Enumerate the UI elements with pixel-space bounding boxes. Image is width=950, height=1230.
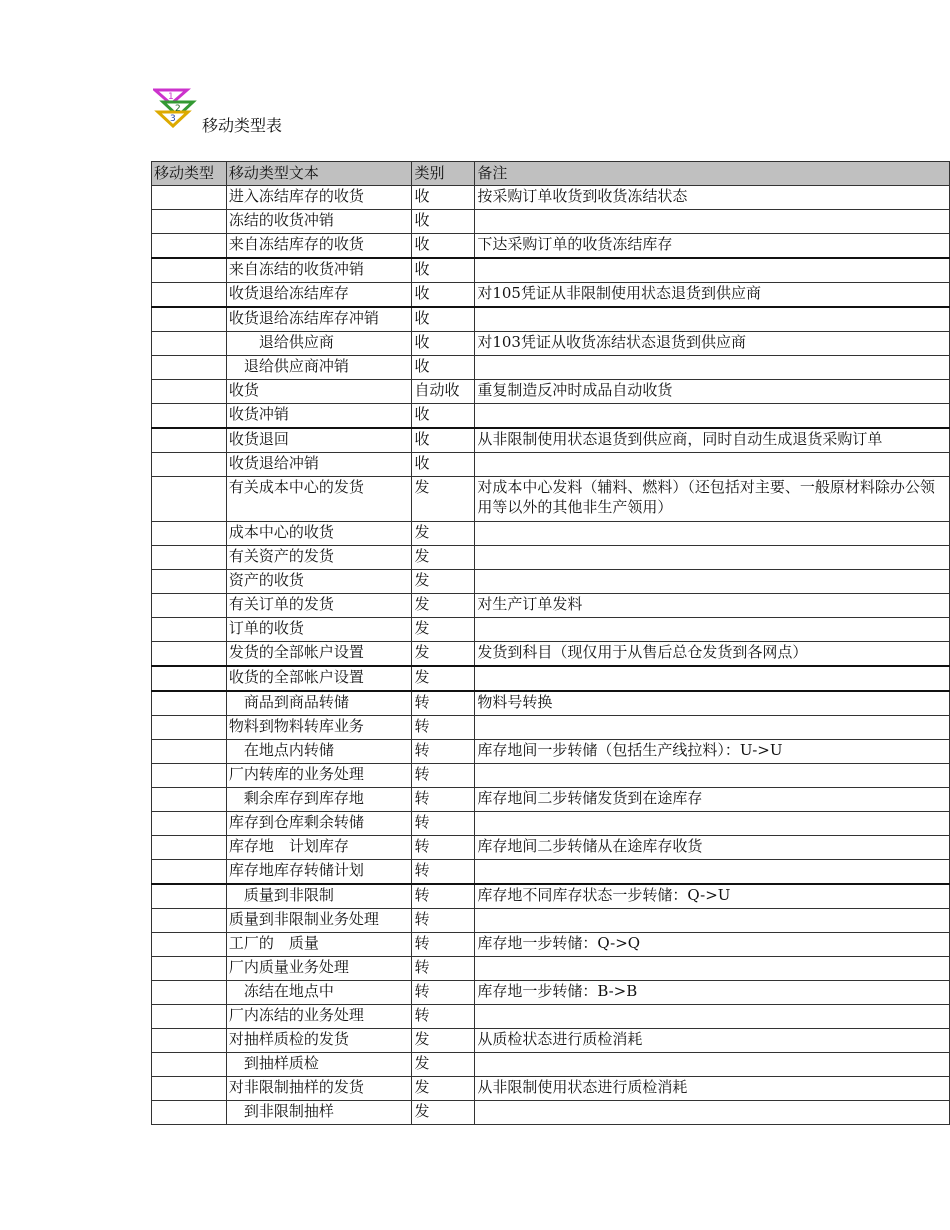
table-row [152, 618, 950, 642]
category-cell: 转 [412, 716, 475, 740]
movement-type-text-cell: 库存地库存转储计划 [226, 860, 412, 885]
remark-cell [475, 1005, 950, 1029]
movement-type-text-cell: 厂内转库的业务处理 [226, 764, 412, 788]
category-cell: 收 [412, 404, 475, 429]
movement-type-cell [152, 307, 227, 332]
remark-cell: 对105凭证从非限制使用状态退货到供应商 [475, 283, 950, 308]
movement-type-text-cell: 退给供应商冲销 [226, 356, 412, 380]
table-row [152, 1077, 950, 1101]
category-cell: 转 [412, 981, 475, 1005]
remark-cell [475, 764, 950, 788]
movement-type-cell [152, 812, 227, 836]
remark-cell [475, 258, 950, 283]
remark-cell [475, 860, 950, 885]
remark-cell [475, 546, 950, 570]
movement-type-cell [152, 258, 227, 283]
movement-type-text-cell: 工厂的 质量 [226, 933, 412, 957]
category-cell: 转 [412, 691, 475, 716]
table-row [152, 332, 950, 356]
movement-type-cell [152, 453, 227, 477]
movement-type-cell [152, 836, 227, 860]
category-cell: 转 [412, 812, 475, 836]
remark-cell: 库存地间一步转储（包括生产线拉料）：U->U [475, 740, 950, 764]
header-remark: 备注 [475, 162, 950, 186]
remark-cell [475, 570, 950, 594]
category-cell: 转 [412, 836, 475, 860]
table-row [152, 283, 950, 308]
remark-cell [475, 522, 950, 546]
movement-type-cell [152, 404, 227, 429]
movement-type-text-cell: 物料到物料转库业务 [226, 716, 412, 740]
category-cell: 转 [412, 860, 475, 885]
category-cell: 转 [412, 764, 475, 788]
table-body [152, 186, 950, 1125]
remark-cell [475, 909, 950, 933]
category-cell: 收 [412, 234, 475, 259]
category-cell: 发 [412, 1077, 475, 1101]
movement-type-text-cell: 收货退给冻结库存冲销 [226, 307, 412, 332]
movement-type-cell [152, 594, 227, 618]
table-row [152, 258, 950, 283]
remark-cell: 库存地一步转储：B->B [475, 981, 950, 1005]
table-row [152, 404, 950, 429]
table-row [152, 981, 950, 1005]
movement-type-cell [152, 1005, 227, 1029]
movement-type-cell [152, 957, 227, 981]
table-row [152, 836, 950, 860]
movement-type-text-cell: 有关资产的发货 [226, 546, 412, 570]
movement-type-cell [152, 884, 227, 909]
movement-type-text-cell: 到非限制抽样 [226, 1101, 412, 1125]
movement-type-text-cell: 资产的收货 [226, 570, 412, 594]
movement-type-text-cell: 对抽样质检的发货 [226, 1029, 412, 1053]
category-cell: 转 [412, 933, 475, 957]
movement-type-cell [152, 909, 227, 933]
table-header-row [152, 162, 950, 186]
header-movement-type: 移动类型 [152, 162, 227, 186]
movement-type-cell [152, 860, 227, 885]
movement-type-text-cell: 来自冻结的收货冲销 [226, 258, 412, 283]
remark-cell [475, 716, 950, 740]
movement-type-cell [152, 1077, 227, 1101]
movement-type-cell [152, 546, 227, 570]
remark-cell [475, 1101, 950, 1125]
movement-type-cell [152, 477, 227, 522]
category-cell: 发 [412, 594, 475, 618]
movement-type-cell [152, 1053, 227, 1077]
category-cell: 收 [412, 258, 475, 283]
movement-type-text-cell: 收货的全部帐户设置 [226, 666, 412, 691]
movement-type-text-cell: 收货退回 [226, 428, 412, 453]
movement-type-text-cell: 质量到非限制业务处理 [226, 909, 412, 933]
movement-type-text-cell: 收货退给冻结库存 [226, 283, 412, 308]
category-cell: 发 [412, 522, 475, 546]
table-row [152, 210, 950, 234]
category-cell: 收 [412, 283, 475, 308]
movement-type-cell [152, 981, 227, 1005]
movement-type-text-cell: 来自冻结库存的收货 [226, 234, 412, 259]
category-cell: 转 [412, 909, 475, 933]
table-row [152, 1053, 950, 1077]
category-cell: 收 [412, 186, 475, 210]
remark-cell [475, 666, 950, 691]
remark-cell: 物料号转换 [475, 691, 950, 716]
table-row [152, 788, 950, 812]
category-cell: 发 [412, 477, 475, 522]
category-cell: 发 [412, 618, 475, 642]
movement-type-text-cell: 质量到非限制 [226, 884, 412, 909]
movement-type-cell [152, 642, 227, 667]
table-row [152, 1101, 950, 1125]
category-cell: 发 [412, 1053, 475, 1077]
movement-type-cell [152, 332, 227, 356]
table-row [152, 234, 950, 259]
movement-type-cell [152, 933, 227, 957]
page-title: 移动类型表 [202, 116, 283, 135]
remark-cell: 从非限制使用状态退货到供应商，同时自动生成退货采购订单 [475, 428, 950, 453]
remark-cell: 对103凭证从收货冻结状态退货到供应商 [475, 332, 950, 356]
table-row [152, 933, 950, 957]
movement-type-text-cell: 在地点内转储 [226, 740, 412, 764]
table-row [152, 186, 950, 210]
category-cell: 转 [412, 788, 475, 812]
remark-cell: 发货到科目（现仅用于从售后总仓发货到各网点） [475, 642, 950, 667]
table-row [152, 356, 950, 380]
remark-cell: 库存地一步转储：Q->Q [475, 933, 950, 957]
movement-type-cell [152, 380, 227, 404]
remark-cell [475, 1053, 950, 1077]
category-cell: 收 [412, 307, 475, 332]
category-cell: 自动收 [412, 380, 475, 404]
remark-cell: 按采购订单收货到收货冻结状态 [475, 186, 950, 210]
category-cell: 收 [412, 210, 475, 234]
movement-type-text-cell: 收货冲销 [226, 404, 412, 429]
table-row [152, 522, 950, 546]
table-row [152, 716, 950, 740]
movement-type-cell [152, 186, 227, 210]
movement-type-cell [152, 234, 227, 259]
remark-cell [475, 210, 950, 234]
movement-type-cell [152, 740, 227, 764]
category-cell: 发 [412, 1029, 475, 1053]
remark-cell [475, 618, 950, 642]
category-cell: 转 [412, 1005, 475, 1029]
movement-type-cell [152, 788, 227, 812]
movement-type-table-container [151, 161, 950, 1125]
remark-cell [475, 356, 950, 380]
category-cell: 转 [412, 740, 475, 764]
category-cell: 收 [412, 453, 475, 477]
movement-type-text-cell: 冻结在地点中 [226, 981, 412, 1005]
remark-cell: 对生产订单发料 [475, 594, 950, 618]
movement-type-text-cell: 成本中心的收货 [226, 522, 412, 546]
movement-type-text-cell: 到抽样质检 [226, 1053, 412, 1077]
table-row [152, 884, 950, 909]
table-row [152, 764, 950, 788]
table-row [152, 307, 950, 332]
table-row [152, 860, 950, 885]
movement-type-text-cell: 有关订单的发货 [226, 594, 412, 618]
category-cell: 发 [412, 642, 475, 667]
remark-cell [475, 453, 950, 477]
category-cell: 发 [412, 1101, 475, 1125]
movement-type-text-cell: 退给供应商 [226, 332, 412, 356]
movement-type-cell [152, 283, 227, 308]
movement-type-text-cell: 订单的收货 [226, 618, 412, 642]
movement-type-cell [152, 716, 227, 740]
remark-cell: 库存地间二步转储从在途库存收货 [475, 836, 950, 860]
table-row [152, 546, 950, 570]
table-row [152, 812, 950, 836]
category-cell: 发 [412, 666, 475, 691]
table-row [152, 909, 950, 933]
table-row [152, 642, 950, 667]
logo-number-1: 1 [168, 92, 174, 102]
movement-type-cell [152, 691, 227, 716]
category-cell: 收 [412, 428, 475, 453]
movement-type-text-cell: 进入冻结库存的收货 [226, 186, 412, 210]
header-category: 类别 [412, 162, 475, 186]
movement-type-text-cell: 厂内冻结的业务处理 [226, 1005, 412, 1029]
table-row [152, 570, 950, 594]
movement-type-text-cell: 发货的全部帐户设置 [226, 642, 412, 667]
movement-type-text-cell: 收货退给冲销 [226, 453, 412, 477]
category-cell: 收 [412, 356, 475, 380]
header-movement-type-text: 移动类型文本 [226, 162, 412, 186]
movement-type-cell [152, 210, 227, 234]
movement-type-text-cell: 商品到商品转储 [226, 691, 412, 716]
table-row [152, 666, 950, 691]
movement-type-cell [152, 1029, 227, 1053]
table-row [152, 380, 950, 404]
table-row [152, 428, 950, 453]
remark-cell: 从非限制使用状态进行质检消耗 [475, 1077, 950, 1101]
table-row [152, 594, 950, 618]
remark-cell: 从质检状态进行质检消耗 [475, 1029, 950, 1053]
table-row [152, 453, 950, 477]
remark-cell [475, 957, 950, 981]
numbered-triangles-logo [153, 86, 197, 128]
remark-cell: 库存地不同库存状态一步转储：Q->U [475, 884, 950, 909]
table-row [152, 1029, 950, 1053]
table-row [152, 740, 950, 764]
remark-cell [475, 812, 950, 836]
movement-type-cell [152, 666, 227, 691]
remark-cell: 下达采购订单的收货冻结库存 [475, 234, 950, 259]
table-row [152, 957, 950, 981]
movement-type-cell [152, 570, 227, 594]
movement-type-text-cell: 库存地 计划库存 [226, 836, 412, 860]
category-cell: 转 [412, 884, 475, 909]
category-cell: 收 [412, 332, 475, 356]
remark-cell: 库存地间二步转储发货到在途库存 [475, 788, 950, 812]
table-row [152, 477, 950, 522]
movement-type-cell [152, 428, 227, 453]
movement-type-text-cell: 对非限制抽样的发货 [226, 1077, 412, 1101]
movement-type-text-cell: 冻结的收货冲销 [226, 210, 412, 234]
remark-cell [475, 307, 950, 332]
table-row [152, 1005, 950, 1029]
category-cell: 发 [412, 546, 475, 570]
movement-type-cell [152, 764, 227, 788]
movement-type-cell [152, 356, 227, 380]
remark-cell: 重复制造反冲时成品自动收货 [475, 380, 950, 404]
movement-type-text-cell: 有关成本中心的发货 [226, 477, 412, 522]
category-cell: 发 [412, 570, 475, 594]
remark-cell [475, 404, 950, 429]
logo-number-3: 3 [170, 114, 176, 124]
table-row [152, 691, 950, 716]
movement-type-text-cell: 剩余库存到库存地 [226, 788, 412, 812]
movement-type-cell [152, 1101, 227, 1125]
movement-type-cell [152, 522, 227, 546]
movement-type-text-cell: 收货 [226, 380, 412, 404]
movement-type-cell [152, 618, 227, 642]
remark-cell: 对成本中心发料（辅料、燃料）（还包括对主要、一般原材料除办公领用等以外的其他非生产领用） [475, 477, 950, 522]
movement-type-text-cell: 库存到仓库剩余转储 [226, 812, 412, 836]
category-cell: 转 [412, 957, 475, 981]
logo-number-2: 2 [175, 104, 181, 114]
movement-type-text-cell: 厂内质量业务处理 [226, 957, 412, 981]
movement-type-table [151, 161, 950, 1125]
